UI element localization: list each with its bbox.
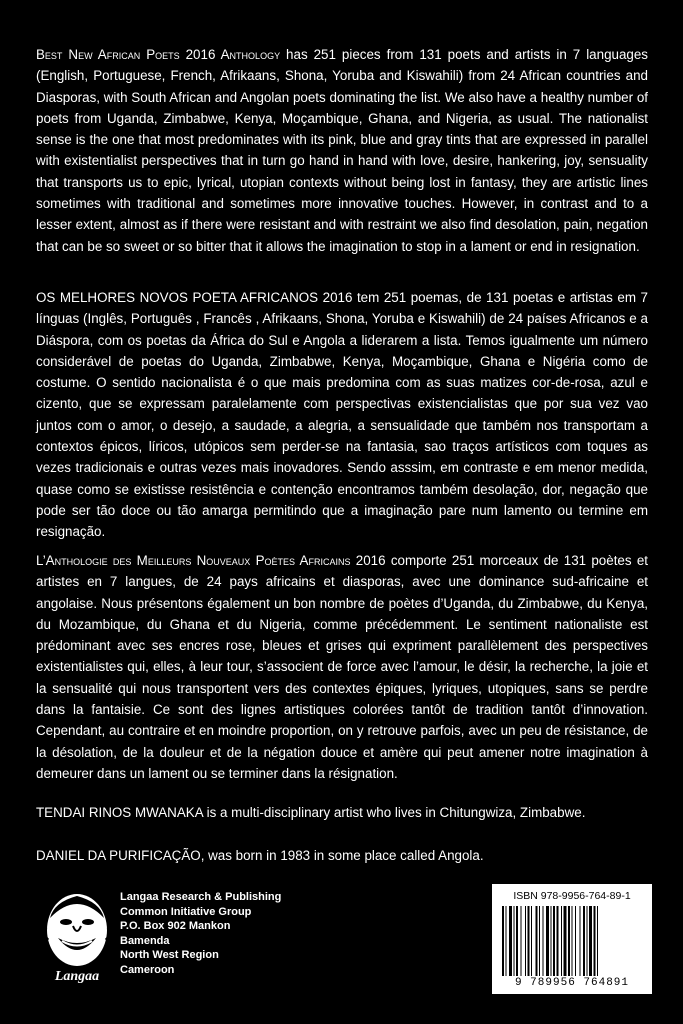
publisher-line: Cameroon <box>120 963 175 976</box>
french-blurb <box>36 550 648 784</box>
english-title: Best New African Poets 2016 Anthology <box>36 47 281 62</box>
barcode-digits: 9 789956 764891 <box>514 977 630 989</box>
publisher-line: P.O. Box 902 Mankon <box>120 920 231 932</box>
author-bio-purificacao: DANIEL DA PURIFICAÇÃO, was born in 1983 in some place called Angola. <box>36 848 484 863</box>
french-title: L’Anthologie des Meilleurs Nouveaux Poètes Africains <box>36 553 351 568</box>
barcode-bars-icon <box>502 906 642 976</box>
publisher-block <box>40 888 340 988</box>
publisher-line: Common Initiative Group <box>120 905 252 918</box>
logo-wordmark: Langaa <box>54 969 100 984</box>
publisher-line: Bamenda <box>120 934 170 947</box>
langaa-logo-icon <box>40 888 114 986</box>
author-bio-mwanaka: TENDAI RINOS MWANAKA is a multi-disciplinary artist who lives in Chitungwiza, Zimbabwe. <box>36 805 586 820</box>
french-body: 2016 comporte 251 morceaux de 131 poètes et artistes en 7 langues, de 24 pays africains et diasporas, avec une dominance sud-africaine et angolaise. Nous présentons également un bon nombre de poètes d’Uganda, du Zimbabwe, du Kenya, du Mozambique, du Ghana et du Nigeria, comme précédemment. Le sentiment nationaliste est prédominant avec ses encres rose, bleues et grises qui expriment parallèlement des perspectives existentialistes qui, elles, à leur tour, s’associent de force avec l’amour, le désir, la recherche, la joie et la sensualité qui nous transportent vers des contextes épiques, lyriques, utopiques, sans se perdre dans la fantaisie. Ce sont des lignes artistiques colorées tantôt de tradition tantôt d’innovation. Cependant, au contraire et en moindre proportion, on y retrouve parfois, avec un peu de résistance, de la désolation, de la douleur et de la négation douce et amère qui peut amener notre imagination à demeurer dans un lament ou se terminer dans la résignation. <box>36 553 649 781</box>
portuguese-blurb <box>36 287 648 543</box>
publisher-line: Langaa Research & Publishing <box>120 891 282 903</box>
isbn-number: ISBN 978-9956-764-89-1 <box>513 890 631 902</box>
publisher-address <box>120 890 281 977</box>
portuguese-body: OS MELHORES NOVOS POETA AFRICANOS 2016 tem 251 poemas, de 131 poetas e artistas em 7 línguas (Inglês, Português , Francês , Afrikaans, Shona, Yoruba e Kiswahili) de 24 países Africanos e a Diáspora, com os poetas da África do Sul e Angola a liderarem a lista. Temos igualmente um número considerável de poetas do Uganda, Zimbabwe, Kenya, Moçambique, Ghana e Nigéria como de costume. O sentido nacionalista é o que mais predomina com as suas matizes cor-de-rosa, azul e cizento, que se expressam paralelamente com perspectivas existencialistas que por sua vez vao juntos com o amor, o desejo, a saudade, a alegria, a sensualidade que também nos transportam a contextos épicos, líricos, utópicos sem perder-se na fantasia, sao traços artísticos com toques as vezes tradicionais e outras vezes mais inovadores. Sendo asssim, em contraste e em menor medida, quase como se existisse resistência e contenção encontramos também desolação, dor, negação que pode ser tão doce ou tão amarga permitindo que a imaginação pare num lamento ou termine em resignação. <box>36 290 648 540</box>
publisher-line: North West Region <box>120 949 219 961</box>
english-body: has 251 pieces from 131 poets and artists in 7 languages (English, Portuguese, French, Afrikaans, Shona, Yoruba and Kiswahili) from 24 African countries and Diasporas, with South African and Angolan poets dominating the list. We also have a healthy number of poets from Uganda, Zimbabwe, Kenya, Moçambique, Ghana, and Nigeria, as usual. The nationalist sense is the one that most predominates with its pink, blue and gray tints that are expressed in parallel with existentialist perspectives that in turn go hand in hand with love, desire, hankering, joy, sensuality that transports us to epic, lyrical, utopian contexts without being lost in fantasy, they are artistic lines sometimes with traditional and sometimes more innovative touches. However, in contrast and to a lesser extent, almost as if there were resistant and with restraint we also find desolation, pain, negation that can be so sweet or so bitter that it allows the imagination to stop in a lament or end in resignation. <box>36 47 648 254</box>
isbn-barcode <box>492 884 652 994</box>
english-blurb <box>36 44 648 257</box>
